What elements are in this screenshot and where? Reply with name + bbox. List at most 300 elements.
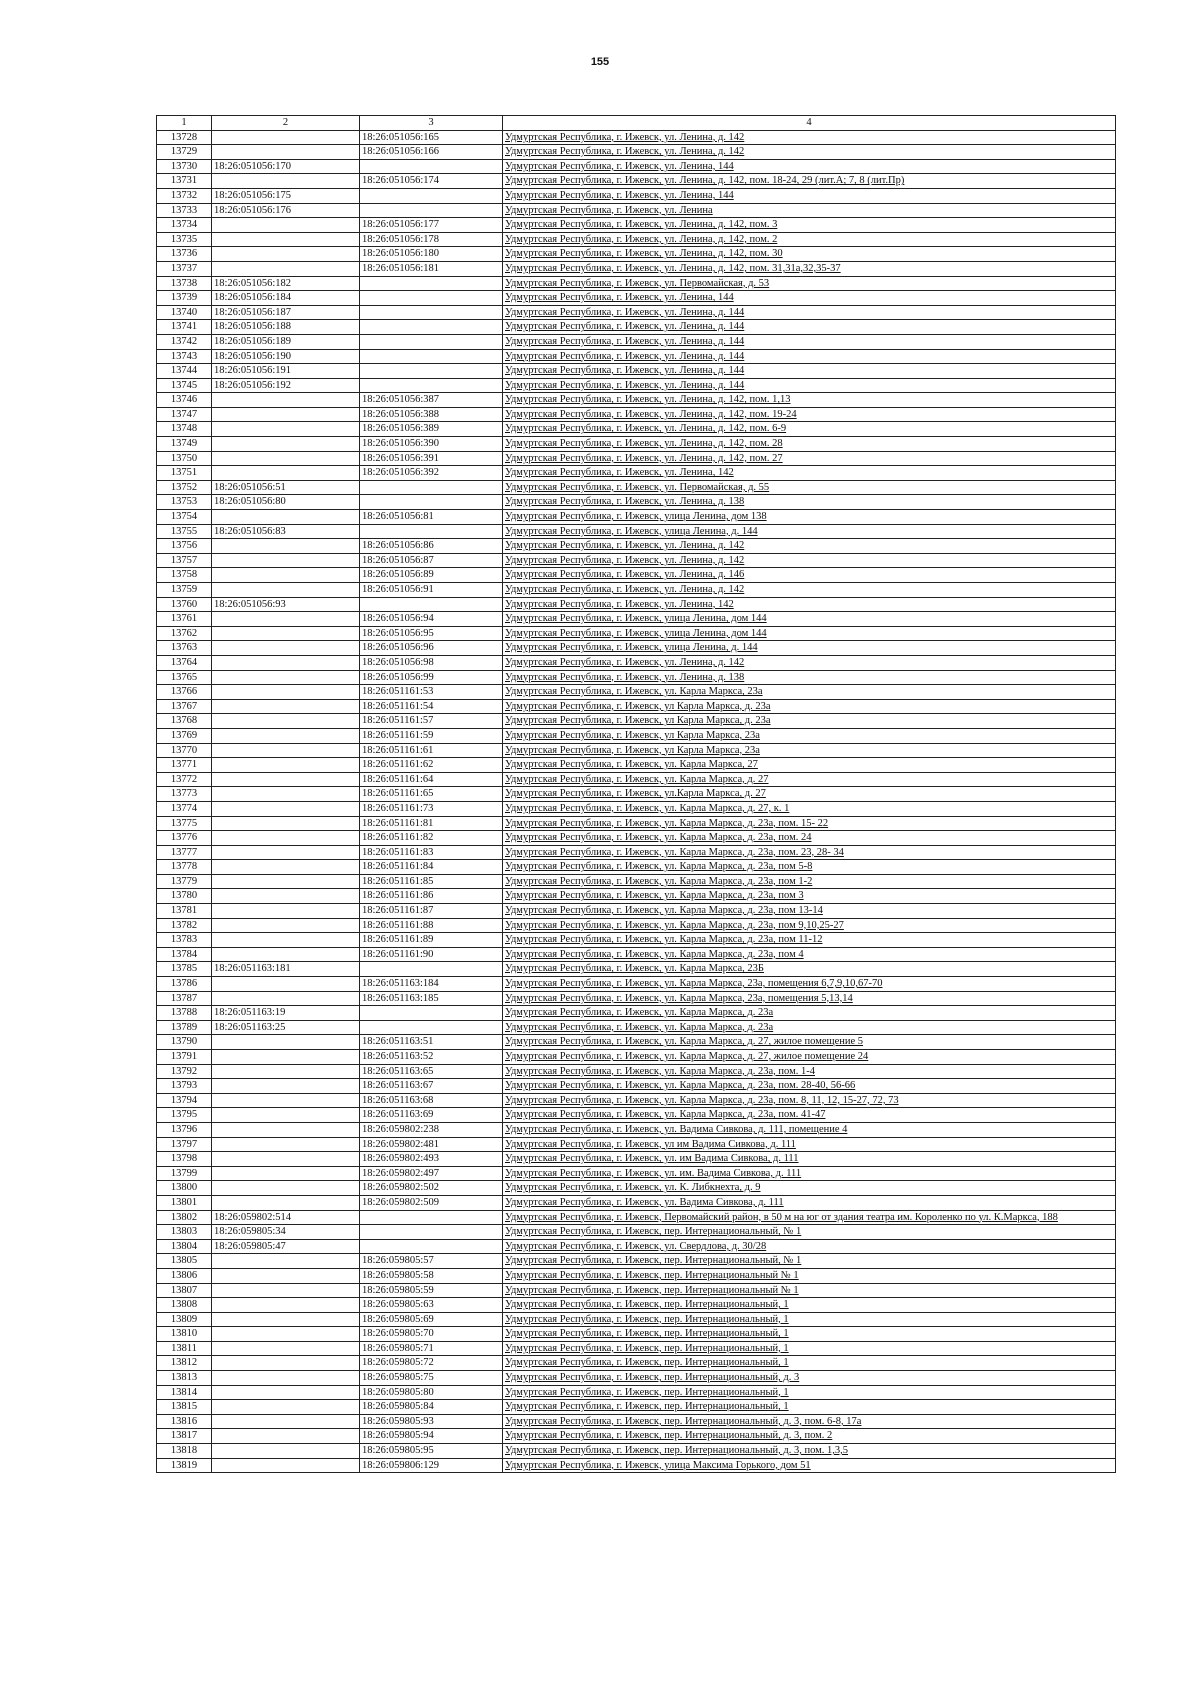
cadastral-number-building: 18:26:051161:61 [360, 743, 503, 758]
cadastral-number-building [360, 597, 503, 612]
table-row [157, 1298, 1116, 1313]
table-row [157, 1108, 1116, 1123]
cadastral-number-building: 18:26:051056:99 [360, 670, 503, 685]
row-number: 13792 [157, 1064, 212, 1079]
cadastral-number-building: 18:26:051161:85 [360, 874, 503, 889]
cadastral-number-building: 18:26:059805:57 [360, 1254, 503, 1269]
address: Удмуртская Республика, г. Ижевск, ул. Карла Маркса, 23а, помещения 6,7,9,10,67-70 [503, 977, 1116, 992]
cadastral-number-building: 18:26:051161:62 [360, 758, 503, 773]
address: Удмуртская Республика, г. Ижевск, ул. Ленина, д. 142 [503, 130, 1116, 145]
row-number: 13733 [157, 203, 212, 218]
address: Удмуртская Республика, г. Ижевск, ул им Вадима Сивкова, д. 111 [503, 1137, 1116, 1152]
address: Удмуртская Республика, г. Ижевск, ул. Карла Маркса, д. 23а, пом. 41-47 [503, 1108, 1116, 1123]
cadastral-number-land [212, 831, 360, 846]
cadastral-number-land: 18:26:051056:83 [212, 524, 360, 539]
cadastral-number-land: 18:26:051163:19 [212, 1006, 360, 1021]
table-row [157, 699, 1116, 714]
cadastral-number-land [212, 1371, 360, 1386]
cadastral-number-building [360, 188, 503, 203]
row-number: 13807 [157, 1283, 212, 1298]
address: Удмуртская Республика, г. Ижевск, ул. Карла Маркса, д. 23а, пом. 24 [503, 831, 1116, 846]
address: Удмуртская Республика, г. Ижевск, ул. Карла Маркса, д. 23а, пом 5-8 [503, 860, 1116, 875]
cadastral-number-land: 18:26:059802:514 [212, 1210, 360, 1225]
address: Удмуртская Республика, г. Ижевск, пер. Интернациональный № 1 [503, 1283, 1116, 1298]
table-row [157, 276, 1116, 291]
cadastral-number-building [360, 320, 503, 335]
cadastral-number-building: 18:26:059805:69 [360, 1312, 503, 1327]
cadastral-number-building [360, 364, 503, 379]
cadastral-number-building: 18:26:051163:67 [360, 1079, 503, 1094]
cadastral-number-land: 18:26:051056:188 [212, 320, 360, 335]
row-number: 13738 [157, 276, 212, 291]
cadastral-number-land [212, 1254, 360, 1269]
cadastral-number-land [212, 553, 360, 568]
cadastral-number-building [360, 276, 503, 291]
cadastral-number-land [212, 1444, 360, 1459]
cadastral-number-land [212, 947, 360, 962]
row-number: 13808 [157, 1298, 212, 1313]
table-row [157, 1225, 1116, 1240]
table-row [157, 1093, 1116, 1108]
cadastral-number-building: 18:26:051056:389 [360, 422, 503, 437]
address: Удмуртская Республика, г. Ижевск, ул. Первомайская, д. 55 [503, 480, 1116, 495]
cadastral-number-building: 18:26:059802:509 [360, 1195, 503, 1210]
address: Удмуртская Республика, г. Ижевск, ул. Ленина, д. 142, пом. 18-24, 29 (лит.А; 7, 8 (лит.Пр) [503, 174, 1116, 189]
table-row [157, 539, 1116, 554]
cadastral-number-building [360, 349, 503, 364]
address: Удмуртская Республика, г. Ижевск, ул. Вадима Сивкова, д. 111, помещение 4 [503, 1122, 1116, 1137]
address: Удмуртская Республика, г. Ижевск, ул. Ленина, д. 142, пом. 6-9 [503, 422, 1116, 437]
table-row [157, 816, 1116, 831]
cadastral-number-land [212, 904, 360, 919]
address: Удмуртская Республика, г. Ижевск, ул. Карла Маркса, д. 23а, пом 4 [503, 947, 1116, 962]
row-number: 13817 [157, 1429, 212, 1444]
row-number: 13780 [157, 889, 212, 904]
cadastral-number-land: 18:26:051056:184 [212, 291, 360, 306]
cadastral-number-land: 18:26:051163:181 [212, 962, 360, 977]
row-number: 13752 [157, 480, 212, 495]
table-row [157, 349, 1116, 364]
row-number: 13759 [157, 583, 212, 598]
cadastral-number-building [360, 378, 503, 393]
cadastral-number-land [212, 801, 360, 816]
cadastral-number-building [360, 291, 503, 306]
row-number: 13729 [157, 145, 212, 160]
cadastral-number-building: 18:26:051161:81 [360, 816, 503, 831]
table-row [157, 1122, 1116, 1137]
cadastral-number-building [360, 334, 503, 349]
table-row [157, 1064, 1116, 1079]
table-row [157, 378, 1116, 393]
cadastral-number-building: 18:26:051161:87 [360, 904, 503, 919]
table-row [157, 480, 1116, 495]
cadastral-number-building: 18:26:059805:71 [360, 1341, 503, 1356]
address: Удмуртская Республика, г. Ижевск, ул. им Вадима Сивкова, д. 111 [503, 1152, 1116, 1167]
cadastral-number-land [212, 933, 360, 948]
address: Удмуртская Республика, г. Ижевск, улица Ленина, дом 138 [503, 510, 1116, 525]
address: Удмуртская Республика, г. Ижевск, ул. Карла Маркса, д. 23а [503, 1006, 1116, 1021]
cadastral-number-building: 18:26:059802:502 [360, 1181, 503, 1196]
cadastral-number-land: 18:26:051056:190 [212, 349, 360, 364]
address: Удмуртская Республика, г. Ижевск, ул. Ленина, 144 [503, 188, 1116, 203]
cadastral-number-building: 18:26:059802:238 [360, 1122, 503, 1137]
cadastral-number-building: 18:26:051056:180 [360, 247, 503, 262]
table-row [157, 1341, 1116, 1356]
row-number: 13794 [157, 1093, 212, 1108]
row-number: 13773 [157, 787, 212, 802]
row-number: 13809 [157, 1312, 212, 1327]
cadastral-number-land [212, 626, 360, 641]
cadastral-number-land [212, 1327, 360, 1342]
address: Удмуртская Республика, г. Ижевск, улица Ленина, д. 144 [503, 524, 1116, 539]
address: Удмуртская Республика, г. Ижевск, улица Максима Горького, дом 51 [503, 1458, 1116, 1473]
table-row [157, 553, 1116, 568]
cadastral-number-land [212, 699, 360, 714]
cadastral-number-land [212, 583, 360, 598]
row-number: 13781 [157, 904, 212, 919]
row-number: 13736 [157, 247, 212, 262]
table-row [157, 1079, 1116, 1094]
table-row [157, 641, 1116, 656]
address: Удмуртская Республика, г. Ижевск, ул. Вадима Сивкова, д. 111 [503, 1195, 1116, 1210]
cadastral-number-building [360, 1239, 503, 1254]
cadastral-number-land: 18:26:051056:182 [212, 276, 360, 291]
table-row [157, 758, 1116, 773]
table-row [157, 612, 1116, 627]
cadastral-number-land [212, 1458, 360, 1473]
table-row [157, 510, 1116, 525]
table-row [157, 524, 1116, 539]
cadastral-number-land [212, 1414, 360, 1429]
cadastral-number-land [212, 874, 360, 889]
cadastral-number-land [212, 1166, 360, 1181]
cadastral-number-land: 18:26:051056:176 [212, 203, 360, 218]
row-number: 13800 [157, 1181, 212, 1196]
address: Удмуртская Республика, г. Ижевск, улица Ленина, д. 144 [503, 641, 1116, 656]
table-row [157, 320, 1116, 335]
cadastral-number-building: 18:26:051056:98 [360, 655, 503, 670]
address: Удмуртская Республика, г. Ижевск, ул. Ленина, д. 144 [503, 378, 1116, 393]
cadastral-number-land [212, 787, 360, 802]
row-number: 13740 [157, 305, 212, 320]
table-row [157, 626, 1116, 641]
cadastral-number-land [212, 218, 360, 233]
row-number: 13755 [157, 524, 212, 539]
cadastral-number-land: 18:26:051056:80 [212, 495, 360, 510]
address: Удмуртская Республика, г. Ижевск, пер. Интернациональный, 1 [503, 1400, 1116, 1415]
table-row [157, 1035, 1116, 1050]
row-number: 13786 [157, 977, 212, 992]
table-row [157, 451, 1116, 466]
cadastral-number-land [212, 1385, 360, 1400]
row-number: 13754 [157, 510, 212, 525]
table-row [157, 583, 1116, 598]
address: Удмуртская Республика, г. Ижевск, ул. Карла Маркса, 27 [503, 758, 1116, 773]
cadastral-number-building: 18:26:051056:94 [360, 612, 503, 627]
cadastral-number-building: 18:26:059805:80 [360, 1385, 503, 1400]
cadastral-number-land [212, 261, 360, 276]
row-number: 13818 [157, 1444, 212, 1459]
address: Удмуртская Республика, г. Ижевск, ул. Карла Маркса, д. 23а, пом. 15- 22 [503, 816, 1116, 831]
table-row [157, 1254, 1116, 1269]
cadastral-number-land [212, 670, 360, 685]
row-number: 13771 [157, 758, 212, 773]
row-number: 13761 [157, 612, 212, 627]
table-row [157, 291, 1116, 306]
address: Удмуртская Республика, г. Ижевск, ул. Карла Маркса, д. 23а, пом 1-2 [503, 874, 1116, 889]
address: Удмуртская Республика, г. Ижевск, улица Ленина, дом 144 [503, 626, 1116, 641]
cadastral-number-building: 18:26:051161:57 [360, 714, 503, 729]
cadastral-number-building: 18:26:059805:59 [360, 1283, 503, 1298]
address: Удмуртская Республика, г. Ижевск, ул. Карла Маркса, д. 23а, пом 3 [503, 889, 1116, 904]
cadastral-number-building: 18:26:051163:51 [360, 1035, 503, 1050]
table-row [157, 1444, 1116, 1459]
table-row [157, 977, 1116, 992]
row-number: 13777 [157, 845, 212, 860]
table-row [157, 889, 1116, 904]
row-number: 13802 [157, 1210, 212, 1225]
table-row [157, 1181, 1116, 1196]
row-number: 13743 [157, 349, 212, 364]
table-body [157, 130, 1116, 1473]
cadastral-number-land [212, 1137, 360, 1152]
cadastral-number-land [212, 539, 360, 554]
address: Удмуртская Республика, г. Ижевск, ул. Карла Маркса, д. 23а, пом. 1-4 [503, 1064, 1116, 1079]
cadastral-number-land: 18:26:051056:51 [212, 480, 360, 495]
address: Удмуртская Республика, г. Ижевск, пер. Интернациональный, 1 [503, 1341, 1116, 1356]
cadastral-number-building: 18:26:051056:95 [360, 626, 503, 641]
cadastral-number-land [212, 247, 360, 262]
row-number: 13769 [157, 728, 212, 743]
table-row [157, 1166, 1116, 1181]
table-row [157, 1312, 1116, 1327]
table-row [157, 1414, 1116, 1429]
cadastral-number-land [212, 1035, 360, 1050]
row-number: 13739 [157, 291, 212, 306]
row-number: 13790 [157, 1035, 212, 1050]
address: Удмуртская Республика, г. Ижевск, ул. Ленина, д. 142 [503, 553, 1116, 568]
table-row [157, 1458, 1116, 1473]
cadastral-number-building [360, 524, 503, 539]
table-row [157, 247, 1116, 262]
address: Удмуртская Республика, г. Ижевск, ул. Ленина, д. 142, пом. 28 [503, 437, 1116, 452]
cadastral-number-land [212, 568, 360, 583]
table-row [157, 261, 1116, 276]
cadastral-number-land [212, 977, 360, 992]
cadastral-number-building: 18:26:059805:94 [360, 1429, 503, 1444]
cadastral-number-land [212, 437, 360, 452]
cadastral-number-land [212, 918, 360, 933]
cadastral-number-building: 18:26:051161:90 [360, 947, 503, 962]
row-number: 13772 [157, 772, 212, 787]
address: Удмуртская Республика, г. Ижевск, ул. Карла Маркса, д. 23а, пом. 28-40, 56-66 [503, 1079, 1116, 1094]
column-header-2: 2 [212, 116, 360, 131]
address: Удмуртская Республика, г. Ижевск, ул. Карла Маркса, д. 23а, пом. 23, 28- 34 [503, 845, 1116, 860]
row-number: 13775 [157, 816, 212, 831]
cadastral-number-land [212, 1356, 360, 1371]
cadastral-number-land: 18:26:051056:170 [212, 159, 360, 174]
cadastral-number-building: 18:26:051056:181 [360, 261, 503, 276]
row-number: 13788 [157, 1006, 212, 1021]
cadastral-number-land: 18:26:051056:175 [212, 188, 360, 203]
row-number: 13801 [157, 1195, 212, 1210]
row-number: 13767 [157, 699, 212, 714]
row-number: 13774 [157, 801, 212, 816]
cadastral-number-building: 18:26:051056:86 [360, 539, 503, 554]
table-row [157, 1327, 1116, 1342]
cadastral-number-building: 18:26:051163:184 [360, 977, 503, 992]
cadastral-number-land [212, 772, 360, 787]
cadastral-number-building: 18:26:059805:72 [360, 1356, 503, 1371]
cadastral-number-land [212, 1064, 360, 1079]
cadastral-number-land: 18:26:051056:187 [212, 305, 360, 320]
table-row [157, 407, 1116, 422]
table-row [157, 685, 1116, 700]
table-row [157, 1152, 1116, 1167]
cadastral-number-building: 18:26:051163:185 [360, 991, 503, 1006]
cadastral-number-building [360, 305, 503, 320]
cadastral-number-land [212, 758, 360, 773]
table-row [157, 1195, 1116, 1210]
row-number: 13814 [157, 1385, 212, 1400]
cadastral-number-building: 18:26:051056:89 [360, 568, 503, 583]
row-number: 13793 [157, 1079, 212, 1094]
cadastral-number-land [212, 1122, 360, 1137]
address: Удмуртская Республика, г. Ижевск, ул. Ленина, д. 142, пом. 27 [503, 451, 1116, 466]
cadastral-number-land [212, 407, 360, 422]
cadastral-number-land [212, 816, 360, 831]
row-number: 13732 [157, 188, 212, 203]
cadastral-number-building: 18:26:059802:497 [360, 1166, 503, 1181]
cadastral-number-land [212, 1400, 360, 1415]
cadastral-number-building: 18:26:051056:178 [360, 232, 503, 247]
address: Удмуртская Республика, г. Ижевск, пер. Интернациональный, № 1 [503, 1225, 1116, 1240]
table-row [157, 188, 1116, 203]
address: Удмуртская Республика, г. Ижевск, ул. Карла Маркса, д. 23а, пом. 8, 11, 12, 15-27, 72, 73 [503, 1093, 1116, 1108]
table-row [157, 1210, 1116, 1225]
table-row [157, 1371, 1116, 1386]
cadastral-number-building [360, 1225, 503, 1240]
cadastral-number-building [360, 1006, 503, 1021]
cadastral-number-building: 18:26:051161:53 [360, 685, 503, 700]
cadastral-number-land [212, 1195, 360, 1210]
cadastral-number-building: 18:26:059805:95 [360, 1444, 503, 1459]
cadastral-number-building [360, 480, 503, 495]
row-number: 13768 [157, 714, 212, 729]
table-row [157, 495, 1116, 510]
row-number: 13749 [157, 437, 212, 452]
cadastral-number-land [212, 845, 360, 860]
cadastral-number-land [212, 612, 360, 627]
cadastral-number-land: 18:26:051056:189 [212, 334, 360, 349]
address: Удмуртская Республика, г. Ижевск, ул. Первомайская, д. 53 [503, 276, 1116, 291]
column-header-4: 4 [503, 116, 1116, 131]
cadastral-number-land [212, 728, 360, 743]
row-number: 13756 [157, 539, 212, 554]
cadastral-number-land [212, 655, 360, 670]
cadastral-number-land [212, 130, 360, 145]
table-row [157, 918, 1116, 933]
row-number: 13815 [157, 1400, 212, 1415]
address: Удмуртская Республика, г. Ижевск, пер. Интернациональный, д. 3, пом. 1,3,5 [503, 1444, 1116, 1459]
column-header-3: 3 [360, 116, 503, 131]
row-number: 13750 [157, 451, 212, 466]
cadastral-number-building [360, 495, 503, 510]
table-row [157, 218, 1116, 233]
address: Удмуртская Республика, г. Ижевск, пер. Интернациональный, д. 3, пом. 6-8, 17а [503, 1414, 1116, 1429]
table-row [157, 1400, 1116, 1415]
table-row [157, 393, 1116, 408]
table-row [157, 1006, 1116, 1021]
row-number: 13803 [157, 1225, 212, 1240]
row-number: 13787 [157, 991, 212, 1006]
table-row [157, 831, 1116, 846]
cadastral-number-land [212, 466, 360, 481]
address: Удмуртская Республика, г. Ижевск, ул. Ленина, д. 144 [503, 305, 1116, 320]
cadastral-number-building: 18:26:059805:75 [360, 1371, 503, 1386]
address: Удмуртская Республика, г. Ижевск, пер. Интернациональный, 1 [503, 1385, 1116, 1400]
address: Удмуртская Республика, г. Ижевск, ул. Ленина, д. 144 [503, 364, 1116, 379]
row-number: 13757 [157, 553, 212, 568]
address: Удмуртская Республика, г. Ижевск, ул. Ленина, 144 [503, 291, 1116, 306]
table-row [157, 947, 1116, 962]
row-number: 13785 [157, 962, 212, 977]
address: Удмуртская Республика, г. Ижевск, пер. Интернациональный, № 1 [503, 1254, 1116, 1269]
address: Удмуртская Республика, г. Ижевск, ул. Ленина, д. 142, пом. 31,31а,32,35-37 [503, 261, 1116, 276]
cadastral-number-building [360, 159, 503, 174]
table-row [157, 334, 1116, 349]
address: Удмуртская Республика, г. Ижевск, ул. Ленина, д. 144 [503, 334, 1116, 349]
cadastral-number-building [360, 1210, 503, 1225]
cadastral-number-land [212, 1079, 360, 1094]
address: Удмуртская Республика, г. Ижевск, ул. Ленина, д. 144 [503, 320, 1116, 335]
row-number: 13779 [157, 874, 212, 889]
address: Удмуртская Республика, г. Ижевск, ул. Ленина, д. 142, пом. 2 [503, 232, 1116, 247]
cadastral-number-building: 18:26:051161:65 [360, 787, 503, 802]
address: Удмуртская Республика, г. Ижевск, ул. Карла Маркса, д. 23а [503, 1020, 1116, 1035]
cadastral-number-land: 18:26:051163:25 [212, 1020, 360, 1035]
address: Удмуртская Республика, г. Ижевск, пер. Интернациональный, 1 [503, 1356, 1116, 1371]
cadastral-number-building: 18:26:059805:63 [360, 1298, 503, 1313]
cadastral-number-building: 18:26:051163:65 [360, 1064, 503, 1079]
address: Удмуртская Республика, г. Ижевск, ул. Ленина, 142 [503, 597, 1116, 612]
table-row [157, 772, 1116, 787]
address: Удмуртская Республика, г. Ижевск, ул. Карла Маркса, д. 27, жилое помещение 24 [503, 1050, 1116, 1065]
address: Удмуртская Республика, г. Ижевск, ул. Карла Маркса, д. 27 [503, 772, 1116, 787]
table-row [157, 933, 1116, 948]
address: Удмуртская Республика, г. Ижевск, пер. Интернациональный, 1 [503, 1298, 1116, 1313]
cadastral-number-land [212, 1341, 360, 1356]
cadastral-number-building: 18:26:059805:58 [360, 1268, 503, 1283]
table-row [157, 364, 1116, 379]
table-row [157, 728, 1116, 743]
row-number: 13735 [157, 232, 212, 247]
row-number: 13805 [157, 1254, 212, 1269]
address: Удмуртская Республика, г. Ижевск, ул. Ленина, д. 146 [503, 568, 1116, 583]
row-number: 13819 [157, 1458, 212, 1473]
page-number: 155 [590, 56, 610, 68]
address: Удмуртская Республика, г. Ижевск, ул. Ленина, 142 [503, 466, 1116, 481]
row-number: 13798 [157, 1152, 212, 1167]
table-row [157, 743, 1116, 758]
address: Удмуртская Республика, г. Ижевск, ул. Ленина, д. 138 [503, 670, 1116, 685]
address: Удмуртская Республика, г. Ижевск, ул Карла Маркса, д. 23а [503, 699, 1116, 714]
cadastral-number-building [360, 203, 503, 218]
cadastral-number-building: 18:26:051161:73 [360, 801, 503, 816]
cadastral-number-building: 18:26:059805:93 [360, 1414, 503, 1429]
cadastral-number-building: 18:26:051056:177 [360, 218, 503, 233]
row-number: 13806 [157, 1268, 212, 1283]
